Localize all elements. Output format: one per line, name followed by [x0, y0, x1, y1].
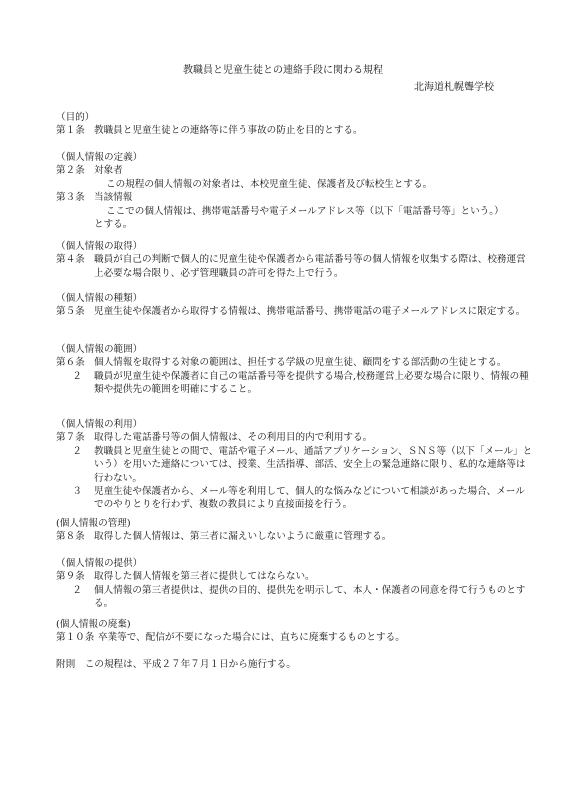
article-text: 児童生徒や保護者から取得する情報は、携帯電話番号、携帯電話の電子メールアドレスに限定する。 — [94, 306, 526, 318]
article-2-text: この規程の個人情報の対象者は、本校児童生徒、保護者及び転校生とする。 — [106, 178, 433, 190]
section-acquisition — [56, 240, 534, 280]
section-disposal — [56, 618, 534, 645]
article-text: 教職員と児童生徒との連絡等に伴う事故の防止を目的とする。 — [94, 125, 363, 137]
item-number: ２ — [72, 584, 82, 596]
article-6-item-2 — [56, 370, 534, 397]
article-label: 第５条 — [56, 306, 85, 318]
article-4 — [56, 253, 534, 280]
section-heading: （個人情報の提供） — [56, 558, 143, 569]
article-label: 第１０条 — [56, 632, 95, 644]
article-text: 取得した電話番号等の個人情報は、その利用目的内で利用する。 — [94, 432, 373, 444]
section-purpose — [56, 111, 534, 138]
article-3-text-cont: とする。 — [94, 219, 133, 231]
section-heading: （個人情報の種類） — [56, 293, 143, 304]
article-title: 当該情報 — [94, 192, 133, 204]
section-heading: （個人情報の範囲） — [56, 344, 143, 355]
item-text: 個人情報の第三者提供は、提供の目的、提供先を明示して、本人・保護者の同意を得て行うものとする。 — [94, 584, 526, 610]
section-management — [56, 517, 534, 544]
item-number: ２ — [72, 445, 82, 457]
article-5 — [56, 305, 534, 318]
article-2 — [56, 164, 534, 177]
article-text: 職員が自己の判断で個人的に児童生徒や保護者から電話番号等の個人情報を収集する際は、校務運営上必要な場合限り、必ず管理職員の許可を得た上で行う。 — [94, 254, 526, 279]
item-number: ２ — [72, 370, 82, 382]
article-3 — [56, 191, 534, 204]
section-heading: (個人情報の廃棄) — [56, 619, 131, 630]
item-text: 職員が児童生徒や保護者に自己の電話番号等を提供する場合,校務運営上必要な場合に限り、情報の種類や提供先の範囲を明確にすること。 — [94, 370, 529, 396]
section-scope — [56, 343, 534, 397]
article-label: 第６条 — [56, 357, 85, 369]
item-number: ３ — [72, 486, 82, 498]
article-8 — [56, 530, 534, 543]
article-7-item-3 — [56, 485, 534, 512]
section-types — [56, 292, 534, 319]
article-9 — [56, 570, 534, 583]
article-label: 第３条 — [56, 192, 85, 204]
page-title: 教職員と児童生徒との連絡手段に関わる規程 — [183, 65, 383, 76]
article-label: 第２条 — [56, 165, 85, 177]
article-text: 個人情報を取得する対象の範囲は、担任する学級の児童生徒、顧問をする部活動の生徒とする。 — [94, 357, 507, 369]
article-title: 対象者 — [94, 165, 123, 177]
item-text: 児童生徒や保護者から、メール等を利用して、個人的な悩みなどについて相談があった場合、メールでのやりとりを行わず、複数の教員により直接面接を行う。 — [94, 486, 525, 511]
section-heading: (個人情報の管理) — [56, 518, 131, 529]
section-heading: （個人情報の定義） — [56, 152, 143, 163]
article-label: 第９条 — [56, 571, 85, 583]
section-heading: （個人情報の取得） — [56, 241, 143, 252]
section-provision — [56, 557, 534, 611]
article-label: 第７条 — [56, 432, 85, 444]
section-heading: （目的） — [56, 112, 95, 123]
section-heading: （個人情報の利用） — [56, 419, 143, 430]
supplementary-provision: 附則 この規程は、平成２７年７月１日から施行する。 — [56, 659, 296, 670]
section-use — [56, 418, 534, 512]
article-6 — [56, 356, 534, 369]
article-1 — [56, 124, 534, 137]
article-7 — [56, 431, 534, 444]
article-text: 卒業等で、配信が不要になった場合には、直ちに廃棄するものとする。 — [98, 632, 405, 644]
school-name: 北海道札幌聾学校 — [414, 82, 494, 93]
article-3-text: ここでの個人情報は、携帯電話番号や電子メールアドレス等（以下「電話番号等」という。） — [106, 205, 504, 217]
item-text: 教職員と児童生徒との間で、電話や電子メール、通話アプリケーション、ＳＮＳ等（以下「メール」という）を用いた連絡については、授業、生活指導、部活、安全上の緊急連絡に限り、私的な連絡等は行わない。 — [94, 445, 533, 484]
article-7-item-2 — [56, 445, 534, 485]
article-10 — [56, 631, 534, 644]
article-text: 取得した個人情報を第三者に提供してはならない。 — [94, 571, 315, 583]
section-definition — [56, 151, 534, 231]
article-text: 取得した個人情報は、第三者に漏えいしないように厳重に管理する。 — [94, 531, 392, 543]
article-label: 第４条 — [56, 254, 85, 266]
article-9-item-2 — [56, 584, 534, 611]
article-label: 第１条 — [56, 125, 85, 137]
article-label: 第８条 — [56, 531, 85, 543]
